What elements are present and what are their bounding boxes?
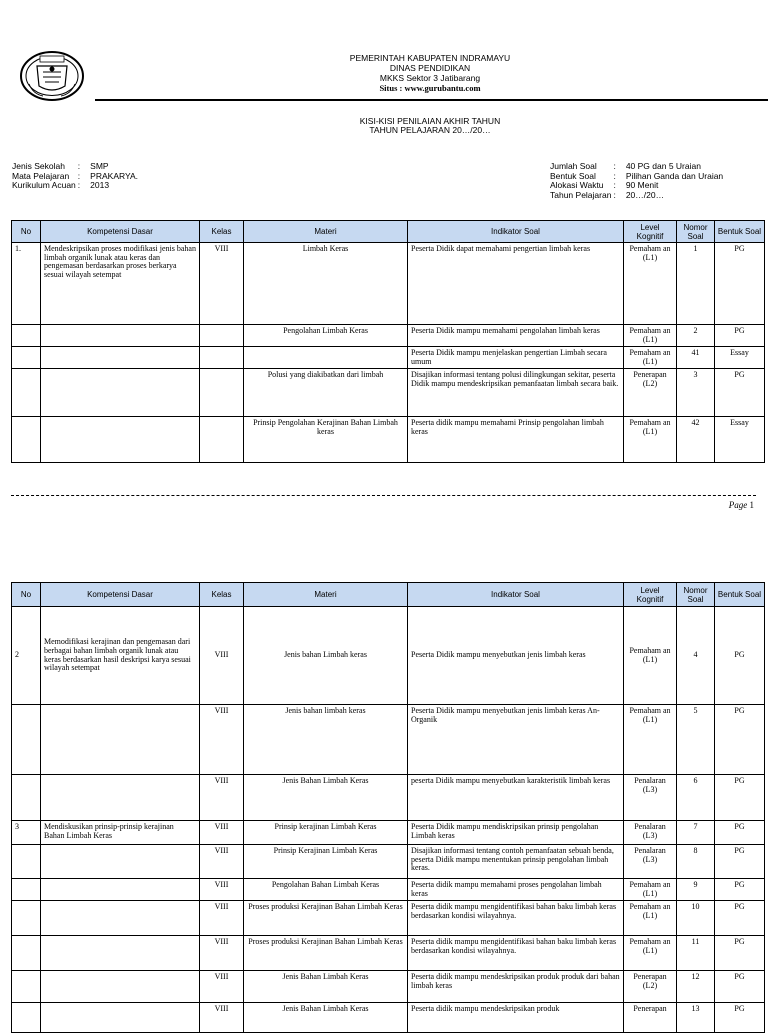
column-header-nomor-soal: Nomor Soal [677, 583, 715, 607]
cell-kelas: VIII [200, 971, 244, 1003]
document-title [230, 117, 630, 135]
column-header-kelas: Kelas [200, 583, 244, 607]
page-label: Page [728, 500, 748, 510]
cell-bentuk-soal: PG [715, 901, 765, 936]
info-colon: : [613, 189, 616, 200]
column-header-nomor-soal: Nomor Soal [677, 221, 715, 243]
cell-indikator-soal: Peserta didik mampu memahami proses pengolahan limbah keras [408, 879, 624, 901]
page-break-divider [11, 495, 756, 496]
cell-kelas: VIII [200, 243, 244, 325]
cell-level-kognitif: Pemaham an (L1) [624, 607, 677, 705]
cell-row-number [12, 1003, 41, 1033]
cell-nomor-soal: 41 [677, 347, 715, 369]
column-header-no: No [12, 221, 41, 243]
cell-kompetensi-dasar [41, 369, 200, 417]
cell-bentuk-soal: Essay [715, 417, 765, 463]
letterhead-rule [95, 99, 768, 101]
cell-indikator-soal: peserta Didik mampu menyebutkan karakteristik limbah keras [408, 775, 624, 821]
cell-nomor-soal: 1 [677, 243, 715, 325]
header-website: Situs : www.gurubantu.com [379, 83, 481, 93]
cell-indikator-soal: Peserta didik mampu memahami Prinsip pengolahan limbah keras [408, 417, 624, 463]
header-department: DINAS PENDIDIKAN [389, 63, 471, 73]
table-header-row [12, 221, 765, 243]
cell-bentuk-soal: Essay [715, 347, 765, 369]
column-header-kelas: Kelas [200, 221, 244, 243]
info-row [550, 191, 723, 201]
table-row [12, 971, 765, 1003]
info-label: Bentuk Soal [550, 170, 596, 181]
table-row [12, 901, 765, 936]
cell-materi: Jenis bahan Limbah keras [244, 607, 408, 705]
cell-level-kognitif: Pemaham an (L1) [624, 417, 677, 463]
cell-nomor-soal: 11 [677, 936, 715, 971]
cell-level-kognitif: Pemaham an (L1) [624, 325, 677, 347]
cell-kelas: VIII [200, 901, 244, 936]
cell-bentuk-soal: PG [715, 936, 765, 971]
cell-kelas [200, 325, 244, 347]
cell-kompetensi-dasar [41, 347, 200, 369]
cell-nomor-soal: 4 [677, 607, 715, 705]
page-number: 1 [749, 500, 754, 510]
table-row [12, 243, 765, 325]
cell-row-number [12, 936, 41, 971]
cell-row-number [12, 971, 41, 1003]
info-value: Pilihan Ganda dan Uraian [625, 170, 724, 181]
table-row [12, 1003, 765, 1033]
cell-row-number: 2 [12, 607, 41, 705]
info-value: PRAKARYA. [90, 170, 139, 181]
cell-bentuk-soal: PG [715, 845, 765, 879]
cell-kompetensi-dasar [41, 845, 200, 879]
cell-indikator-soal: Peserta didik mampu mengidentifikasi bahan baku limbah keras berdasarkan kondisi wilayahnya. [408, 901, 624, 936]
cell-kelas: VIII [200, 845, 244, 879]
info-colon: : [613, 170, 616, 181]
cell-bentuk-soal: PG [715, 879, 765, 901]
cell-kompetensi-dasar: Memodifikasi kerajinan dan pengemasan dari berbagai bahan limbah organik lunak atau keras berdasarkan hasil deskripsi karya sesuai wilayah setempat [41, 607, 200, 705]
cell-indikator-soal: Peserta Didik mampu menyebutkan jenis limbah keras [408, 607, 624, 705]
info-value: 2013 [90, 180, 110, 190]
column-header-level-kognitif: Level Kognitif [624, 221, 677, 243]
cell-bentuk-soal: PG [715, 325, 765, 347]
cell-row-number [12, 347, 41, 369]
cell-bentuk-soal: PG [715, 821, 765, 845]
cell-kompetensi-dasar: Mendeskripsikan proses modifikasi jenis bahan limbah organik lunak atau keras dan pengemasan berdasarkan proses berkarya sesuai wilayah setempat [41, 243, 200, 325]
cell-row-number [12, 369, 41, 417]
cell-level-kognitif: Penerapan [624, 1003, 677, 1033]
column-header-indikator-soal: Indikator Soal [408, 221, 624, 243]
cell-indikator-soal: Peserta Didik dapat memahami pengertian limbah keras [408, 243, 624, 325]
cell-level-kognitif: Pemaham an (L1) [624, 879, 677, 901]
info-label: Jenis Sekolah [12, 161, 65, 171]
column-header-bentuk-soal: Bentuk Soal [715, 221, 765, 243]
cell-materi: Jenis Bahan Limbah Keras [244, 775, 408, 821]
info-label: Tahun Pelajaran [550, 189, 612, 200]
cell-level-kognitif: Pemaham an (L1) [624, 936, 677, 971]
info-colon: : [77, 180, 81, 190]
info-value: 40 PG dan 5 Uraian [625, 161, 701, 171]
cell-indikator-soal: Peserta didik mampu mendeskripsikan produk produk dari bahan limbah keras [408, 971, 624, 1003]
info-colon: : [77, 161, 81, 171]
cell-materi: Proses produksi Kerajinan Bahan Limbah Keras [244, 901, 408, 936]
cell-row-number: 1. [12, 243, 41, 325]
info-colon: : [613, 161, 616, 171]
table-row [12, 879, 765, 901]
page-footer [729, 500, 754, 510]
cell-materi: Pengolahan Limbah Keras [244, 325, 408, 347]
info-label: Mata Pelajaran [12, 170, 70, 181]
cell-kompetensi-dasar [41, 901, 200, 936]
info-label: Kurikulum Acuan [12, 180, 76, 190]
header-mkks: MKKS Sektor 3 Jatibarang [379, 73, 481, 83]
cell-row-number [12, 417, 41, 463]
cell-bentuk-soal: PG [715, 705, 765, 775]
cell-kelas: VIII [200, 775, 244, 821]
exam-info-right [550, 162, 723, 200]
cell-kelas: VIII [200, 705, 244, 775]
cell-level-kognitif: Penalaran (L3) [624, 775, 677, 821]
school-info-left [12, 162, 138, 191]
table-row [12, 607, 765, 705]
cell-kompetensi-dasar [41, 879, 200, 901]
table-row [12, 705, 765, 775]
cell-indikator-soal: Peserta Didik mampu menyebutkan jenis limbah keras An-Organik [408, 705, 624, 775]
info-value: 20…/20… [625, 189, 665, 200]
cell-level-kognitif: Penerapan (L2) [624, 369, 677, 417]
cell-nomor-soal: 3 [677, 369, 715, 417]
cell-bentuk-soal: PG [715, 775, 765, 821]
cell-kelas: VIII [200, 936, 244, 971]
column-header-no: No [12, 583, 41, 607]
column-header-bentuk-soal: Bentuk Soal [715, 583, 765, 607]
cell-row-number [12, 879, 41, 901]
column-header-materi: Materi [244, 221, 408, 243]
cell-materi [244, 347, 408, 369]
cell-nomor-soal: 5 [677, 705, 715, 775]
cell-level-kognitif: Penalaran (L3) [624, 845, 677, 879]
column-header-materi: Materi [244, 583, 408, 607]
cell-kelas: VIII [200, 1003, 244, 1033]
cell-bentuk-soal: PG [715, 243, 765, 325]
cell-nomor-soal: 7 [677, 821, 715, 845]
table-row [12, 845, 765, 879]
info-value: SMP [90, 161, 109, 171]
kisi-kisi-table-page-1 [11, 220, 765, 463]
cell-indikator-soal: Disajikan informasi tentang polusi dilingkungan sekitar, peserta Didik mampu mendeskripsikan pemanfaatan limbah secara baik. [408, 369, 624, 417]
cell-kompetensi-dasar [41, 705, 200, 775]
school-emblem-logo [19, 50, 85, 102]
cell-row-number [12, 705, 41, 775]
table-row [12, 417, 765, 463]
table-row [12, 369, 765, 417]
cell-nomor-soal: 10 [677, 901, 715, 936]
info-colon: : [613, 180, 616, 190]
cell-row-number [12, 901, 41, 936]
cell-nomor-soal: 8 [677, 845, 715, 879]
column-header-kompetensi-dasar: Kompetensi Dasar [41, 583, 200, 607]
cell-materi: Prinsip kerajinan Limbah Keras [244, 821, 408, 845]
cell-kompetensi-dasar [41, 936, 200, 971]
header-government: PEMERINTAH KABUPATEN INDRAMAYU [349, 53, 511, 63]
cell-materi: Pengolahan Bahan Limbah Keras [244, 879, 408, 901]
cell-kelas: VIII [200, 821, 244, 845]
cell-nomor-soal: 9 [677, 879, 715, 901]
table-row [12, 821, 765, 845]
cell-materi: Proses produksi Kerajinan Bahan Limbah Keras [244, 936, 408, 971]
table-header-row [12, 583, 765, 607]
cell-materi: Limbah Keras [244, 243, 408, 325]
cell-level-kognitif: Pemaham an (L1) [624, 705, 677, 775]
cell-nomor-soal: 2 [677, 325, 715, 347]
cell-indikator-soal: Disajikan informasi tentang contoh pemanfaatan sebuah benda, peserta Didik mampu menentukan prinsip pengolahan limbah keras. [408, 845, 624, 879]
cell-level-kognitif: Pemaham an (L1) [624, 901, 677, 936]
cell-nomor-soal: 13 [677, 1003, 715, 1033]
info-colon: : [77, 170, 81, 181]
cell-indikator-soal: Peserta Didik mampu memahami pengolahan limbah keras [408, 325, 624, 347]
title-line-2: TAHUN PELAJARAN 20…/20… [369, 125, 491, 135]
table-row [12, 775, 765, 821]
cell-nomor-soal: 42 [677, 417, 715, 463]
table-row [12, 936, 765, 971]
cell-materi: Prinsip Kerajinan Limbah Keras [244, 845, 408, 879]
cell-row-number [12, 845, 41, 879]
cell-materi: Jenis bahan limbah keras [244, 705, 408, 775]
table-row [12, 347, 765, 369]
cell-kompetensi-dasar [41, 417, 200, 463]
cell-materi: Jenis Bahan Limbah Keras [244, 1003, 408, 1033]
info-row [12, 181, 138, 191]
cell-row-number: 3 [12, 821, 41, 845]
cell-materi: Prinsip Pengolahan Kerajinan Bahan Limbah keras [244, 417, 408, 463]
cell-indikator-soal: Peserta didik mampu mengidentifikasi bahan baku limbah keras berdasarkan kondisi wilayahnya. [408, 936, 624, 971]
cell-row-number [12, 325, 41, 347]
cell-bentuk-soal: PG [715, 1003, 765, 1033]
cell-nomor-soal: 12 [677, 971, 715, 1003]
info-label: Alokasi Waktu [550, 180, 604, 190]
cell-row-number [12, 775, 41, 821]
cell-kelas: VIII [200, 607, 244, 705]
cell-level-kognitif: Penalaran (L3) [624, 821, 677, 845]
cell-materi: Polusi yang diakibatkan dari limbah [244, 369, 408, 417]
cell-bentuk-soal: PG [715, 369, 765, 417]
column-header-kompetensi-dasar: Kompetensi Dasar [41, 221, 200, 243]
cell-kompetensi-dasar [41, 775, 200, 821]
cell-kompetensi-dasar [41, 325, 200, 347]
cell-bentuk-soal: PG [715, 971, 765, 1003]
cell-kelas [200, 347, 244, 369]
cell-kelas [200, 417, 244, 463]
column-header-indikator-soal: Indikator Soal [408, 583, 624, 607]
cell-level-kognitif: Penerapan (L2) [624, 971, 677, 1003]
cell-kompetensi-dasar [41, 1003, 200, 1033]
cell-level-kognitif: Pemaham an (L1) [624, 347, 677, 369]
cell-kelas: VIII [200, 879, 244, 901]
cell-materi: Jenis Bahan Limbah Keras [244, 971, 408, 1003]
cell-kompetensi-dasar: Mendiskusikan prinsip-prinsip kerajinan Bahan Limbah Keras [41, 821, 200, 845]
title-line-1: KISI-KISI PENILAIAN AKHIR TAHUN [359, 116, 501, 126]
cell-indikator-soal: Peserta Didik mampu menjelaskan pengertian Limbah secara umum [408, 347, 624, 369]
cell-kelas [200, 369, 244, 417]
cell-indikator-soal: Peserta didik mampu mendeskripsikan produk [408, 1003, 624, 1033]
cell-nomor-soal: 6 [677, 775, 715, 821]
kisi-kisi-table-page-2 [11, 582, 765, 1033]
letterhead [240, 53, 620, 93]
info-label: Jumlah Soal [550, 161, 597, 171]
table-row [12, 325, 765, 347]
cell-kompetensi-dasar [41, 971, 200, 1003]
cell-bentuk-soal: PG [715, 607, 765, 705]
cell-indikator-soal: Peserta Didik mampu mendiskripsikan prinsip pengolahan Limbah keras [408, 821, 624, 845]
cell-level-kognitif: Pemaham an (L1) [624, 243, 677, 325]
info-value: 90 Menit [625, 180, 659, 190]
column-header-level-kognitif: Level Kognitif [624, 583, 677, 607]
